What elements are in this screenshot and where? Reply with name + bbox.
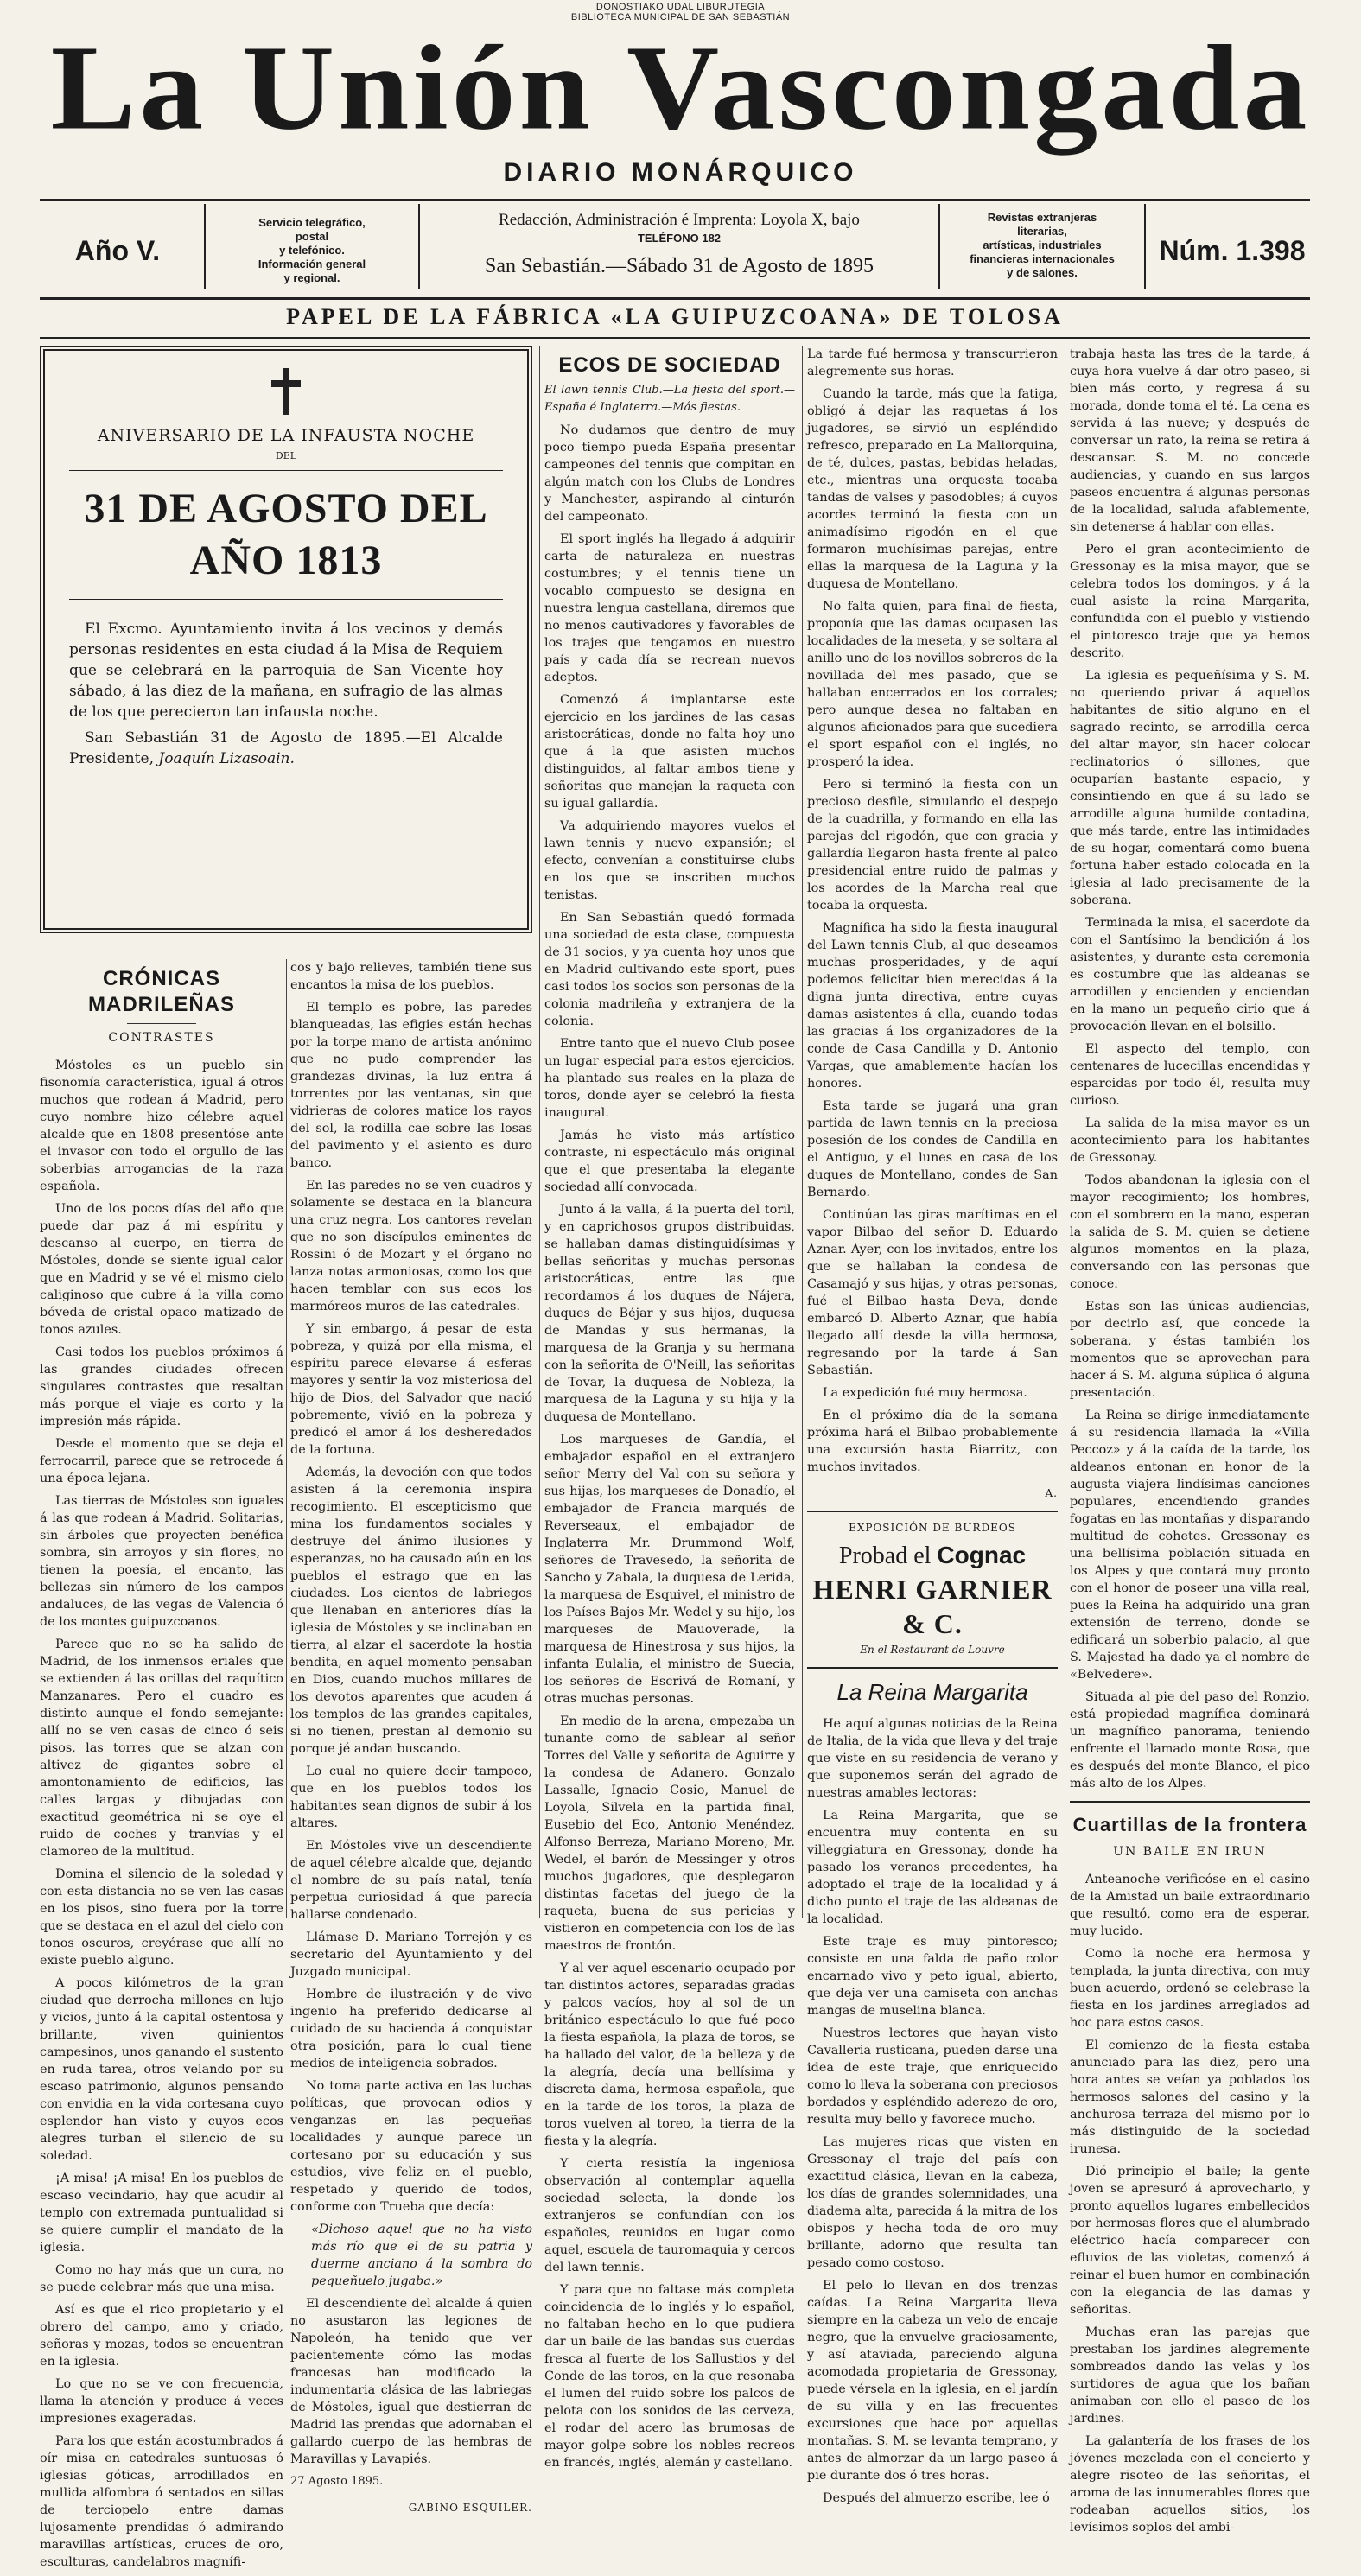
- anniversary-notice: [40, 346, 532, 933]
- ecos-paragraph: En el próximo día de la semana próxima hará el Bilbao probablemente una excursión hasta Biarritz, con muchos invitados.: [807, 1409, 1058, 1474]
- issue-number: Núm. 1.398: [1159, 235, 1306, 266]
- cronicas-signature: GABINO ESQUILER.: [408, 2502, 532, 2514]
- ecos-paragraph: En medio de la arena, empezaba un tunante como de sablear al señor Torres del Valle y señorita de Aguirre y la condesa de Adanero. Gonzalo Lassalle, Ignacio Cosio, Manuel de Loyola, Silvela en la partida final, Eusebio del Eco, Antonio Menéndez, Alfonso Berreza, Mariano Moreno, Mr. Wedel, el barón de Messinger y otros muchos jugadores, que desplegaron distintas facetas del juego de la raqueta, buena de sus pericias y vistieron en competencia con los de las maestros de frontón.: [544, 1714, 795, 1953]
- ecos-paragraph: Junto á la valla, á la puerta del toril, y en caprichosos grupos distribuidas, se hallaban damas distinguidísimas y bellas señoritas y muchas personas aristocráticas, entre las que recordamos á los duques de Nájera, duques de Béjar y sus hijos, duquesa de Mandas y sus hermanas, la marquesa de la Granja y su hermana con la señorita de O'Neill, las señoritas de Tovar, la duquesa de Nobleza, la marquesa de la Laguna y su hija y la duquesa de Montellano.: [544, 1203, 795, 1424]
- reina-paragraph: La Reina se dirige inmediatamente á su residencia llamada la «Villa Peccoz» y á la caída de la tarde, los aldeanos entonan en honor de la augusta viajera lindísimas canciones populares, encendiendo grandes fogatas en las montañas y disparando multitud de cohetes. Gressonay es una bellísima población situada en los Alpes y que contará muy pronto con el honor de poseer una villa real, pues la Reina ha adquirido una gran extensión de terreno, donde se edificará un soberbio palacio, al que S. Majestad ha dado ya el nombre de «Belvedere».: [1070, 1409, 1310, 1682]
- cronicas-paragraph: Las tierras de Móstoles son iguales á las que rodean á Madrid. Solitarias, sin árboles que proyecten benéfica sombra, sin arroyos y sin flores, no tienen la poesía, el encanto, las bellezas sin número de los campos andaluces, de las vegas de Valencia ó de los montes guipuzcoanos.: [40, 1494, 283, 1629]
- reina-paragraph: trabaja hasta las tres de la tarde, á cuya hora vuelve á dar otro paseo, si bien más corto, y regresa á su morada, donde toma el té. La cena es servida á las nueve; y después de conversar un rato, la reina se retira á descansar. S. M. no concede audiencias, y cuando en sus largos paseos encuentra á algunas personas de la localidad, saluda afablemente, sin detenerse á hablar con ellas.: [1070, 347, 1310, 534]
- reina-paragraph: La Reina Margarita, que se encuentra muy contenta en su villeggiatura en Gressonay, donde ha pasado los veranos precedentes, ha adoptado el traje de la localidad y á dicho punto el traje de las aldeanas de la localidad.: [807, 1809, 1058, 1926]
- year-label: Año V.: [74, 235, 161, 266]
- cronicas-paragraph: Casi todos los pueblos próximos á las grandes ciudades ofrecen singulares contrastes que resaltan más porque el viaje es corto y la impresión más rápida.: [40, 1345, 283, 1428]
- reviews-line-1: Revistas extranjeras: [987, 211, 1097, 224]
- cronicas-paragraph: cos y bajo relieves, también tiene sus encantos la misa de los pueblos.: [290, 961, 532, 992]
- reina-paragraph: Las mujeres ricas que visten en Gressonay el traje del país con exactitud clásica, llevan en la cabeza, los días de grandes solemnidades, una diadema alta, parecida á la mitra de los obispos y hecha toda de oro muy brillante, adorno que resulta tan pesado como costoso.: [807, 2135, 1058, 2270]
- anniversary-del: DEL: [275, 450, 297, 461]
- anniversary-heading: ANIVERSARIO DE LA INFAUSTA NOCHE: [97, 426, 475, 445]
- library-stamp-line-1: DONOSTIAKO UDAL LIBURUTEGIA: [595, 2, 766, 12]
- reviews-box: [938, 204, 1146, 289]
- reina-paragraph: El aspecto del templo, con centenares de lucecillas encendidas y esparcidas por todo él, resulta muy curioso.: [1070, 1042, 1310, 1108]
- ecos-continued-column: [807, 346, 1058, 2512]
- reina-continued-column: [1070, 346, 1310, 2541]
- reina-paragraph: Todos abandonan la iglesia con el mayor recogimiento; los hombres, con el sombrero en la mano, esperan la salida de S. M. quien se detiene algunos momentos en la plaza, conversando con las personas que conoce.: [1070, 1174, 1310, 1291]
- ecos-paragraph: No dudamos que dentro de muy poco tiempo pueda España presentar campeones del tennis que compitan en algún match con los Clubs de Londres y Manchester, aspirando al cinturón del campeonato.: [544, 423, 795, 524]
- masthead-rule-mid: [40, 297, 1310, 300]
- publication-info: [429, 204, 930, 289]
- ad-exposition: EXPOSICIÓN DE BURDEOS: [849, 1522, 1016, 1534]
- ad-location: En el Restaurant de Louvre: [860, 1644, 1005, 1656]
- ad-brand: HENRI GARNIER & C.: [812, 1574, 1053, 1639]
- cronicas-subtitle: CONTRASTES: [108, 1031, 215, 1045]
- cronicas-column-b: [290, 959, 532, 2516]
- cronicas-paragraph: Desde el momento que se deja el ferrocarril, parece que se retrocede á una época lejana.: [40, 1437, 283, 1485]
- ecos-paragraph: Pero si terminó la fiesta con un precioso desfile, simulando el despejo de la cuadrilla, y formando en ella las parejas del rigodón, que con gracia y gallardía llegaron hasta frente al palco presidencial entre ruido de palmas y los acordes de la Marcha real que tocaba la orquesta.: [807, 778, 1058, 913]
- reina-paragraph: Estas son las únicas audiencias, por decirlo así, que concede la soberana, y éstas también los momentos que se aprovechan para hacer á S. M. alguna súplica ó alguna presentación.: [1070, 1300, 1310, 1400]
- anniversary-signature: [69, 728, 503, 769]
- reina-paragraph: Situada al pie del paso del Ronzio, está propiedad magnífica dominará un magnífico panorama, teniendo enfrente el llamado monte Rosa, que es después del monte Blanco, el pico más alto de los Alpes.: [1070, 1690, 1310, 1790]
- ad-headline-text: Probad el: [838, 1542, 932, 1569]
- services-line-3: y telefónico.: [279, 244, 345, 257]
- masthead-info-row: [40, 204, 1310, 299]
- cronicas-paragraph: El descendiente del alcalde á quien no asustaron las legiones de Napoleón, ha tenido que ver pacientemente cómo las modas francesas han modificado la indumentaria clásica de las labriegas de Móstoles, igual que destierran de Madrid las prendas que adornaban el gallardo cuerpo de las hembras de Maravillas y Lavapiés.: [290, 2297, 532, 2466]
- cuartillas-rule: [1070, 1801, 1310, 1803]
- cuartillas-subtitle: UN BAILE EN IRUN: [1113, 1845, 1267, 1859]
- cronicas-column-a: [40, 959, 283, 2576]
- reina-paragraph: He aquí algunas noticias de la Reina de Italia, de la vida que lleva y del traje que viste en su residencia de verano y que suponemos serán del agrado de nuestras amables lectoras:: [807, 1717, 1058, 1800]
- reina-title: La Reina Margarita: [836, 1679, 1028, 1705]
- cronicas-paragraph: Como no hay más que un cura, no se puede celebrar más que una misa.: [40, 2263, 283, 2294]
- library-stamp: [0, 2, 1361, 22]
- ad-headline-product: Cognac: [937, 1542, 1027, 1568]
- cronicas-title-rule: [127, 1023, 196, 1024]
- cronicas-paragraph: ¡A misa! ¡A misa! En los pueblos de escaso vecindario, hay que acudir al templo con extremada puntualidad si se quiere cumplir el mandato de la iglesia.: [40, 2172, 283, 2255]
- cronicas-paragraph: No toma parte activa en las luchas políticas, que provocan odios y venganzas en las pequeñas localidades y aunque parece un cortesano por su educación y sus estudios, vive feliz en el pueblo, respetado y querido de todos, conforme con Trueba que decía:: [290, 2079, 532, 2214]
- cronicas-paragraph: En Móstoles vive un descendiente de aquel célebre alcalde que, dejando el nombre de su país natal, tenía perpetua curiosidad á que parecía hallarse condenado.: [290, 1839, 532, 1922]
- cronicas-title: CRÓNICAS MADRILEÑAS: [88, 967, 235, 1016]
- services-line-4: Información general: [258, 258, 366, 270]
- cuartillas-paragraph: Dió principio el baile; la gente joven se apresuró á aprovecharlo, y pronto aquellos lugares embellecidos por hermosas flores que el alumbrado eléctrico hacía comparecer con efluvios de las violetas, comenzó á reinar el buen humor en combinación con la elegancia de las damas y señoritas.: [1070, 2165, 1310, 2317]
- cronicas-paragraph: Para los que están acostumbrados á oír misa en catedrales suntuosas ó iglesias góticas, arrodillados en mullida alfombra ó sentados en sillas de terciopelo entre damas lujosamente prendidas ó admirando maravillas artísticas, cruces de oro, esculturas, candelabros magnífi-: [40, 2434, 283, 2569]
- cuartillas-paragraph: La galantería de los frases de los jóvenes mezclada con el concierto y alegre risoteo de las señoritas, el aroma de las innumerables flores que rodeaban aquellos sitios, los levísimos soplos del ambi-: [1070, 2434, 1310, 2535]
- masthead-rule-bottom: [40, 337, 1310, 339]
- cronicas-paragraph: Móstoles es un pueblo sin fisonomía característica, igual á otros muchos que rodean á Madrid, pero cuyo nombre hizo célebre aquel alcalde que en 1808 presentóse ante el invasor con todo el orgullo de las soberbias arrogancias de la raza española.: [40, 1059, 283, 1193]
- ecos-paragraph: Y al ver aquel escenario ocupado por tan distintos actores, separadas gradas y palcos vacíos, hoy al sol de un británico espectáculo lo que fué poco la fiesta española, la plaza de toros, se ha hallado del valor, de la belleza y de la alegría, decía una bellísima y discreta dama, hermosa española, que en la tarde de los toros, la plaza de toros vuelven al toreo, la tierra de la fiesta y la alegría.: [544, 1962, 795, 2148]
- cronicas-paragraph: Así es que el rico propietario y el obrero del campo, amo y criado, señoras y mozas, todos se encuentran en la iglesia.: [40, 2303, 283, 2369]
- cuartillas-paragraph: Como la noche era hermosa y templada, la junta directiva, con muy buen acuerdo, ordenó se celebrase la fiesta en los jardines arreglados ad hoc para estos casos.: [1070, 1947, 1310, 2030]
- ecos-paragraph: Y cierta resistía la ingeniosa observación al contemplar aquella sociedad selecta, la donde los extranjeros se confundían con los españoles, reunidos en lugar como aquel, escuela de tauromaquia y cercos del lawn tennis.: [544, 2157, 795, 2274]
- cronicas-date: 27 Agosto 1895.: [290, 2475, 384, 2488]
- ecos-paragraph: Magnífica ha sido la fiesta inaugural del Lawn tennis Club, al que deseamos muchas prosperidades, y de aquí podemos felicitar bien merecidas á la digna junta directiva, entre cuyas damas asistentes á ella, cuando todas las gracias á los organizadores de la conde de Casa Candilla y D. Antonio Vargas, que amablemente hacían los honores.: [807, 921, 1058, 1091]
- cronicas-paragraph: Parece que no se ha salido de Madrid, de los inmensos eriales que se extienden á las orillas del raquítico Manzanares. Pero el cuadro es distinto aunque el fondo semejante: allí no se ven casas de cinco ó seis pisos, las torres que se alzan con altivez de gigantes sobre el amontonamiento de edificios, las calles largas y dibujadas con exactitud geométrica ni se oye el ruido de coches y tranvías y el clamoreo de la multitud.: [40, 1638, 283, 1859]
- ecos-paragraph: Jamás he visto más artístico contraste, ni espectáculo más original que el que presentaba la elegante sociedad allí convocada.: [544, 1129, 795, 1194]
- cronicas-paragraph: Domina el silencio de la soledad y con esta distancia no se ven las casas en los pisos, sino fuera por la torre que se destaca en el azul del cielo con tonos oscuros, creyérase que allí no existe pueblo alguno.: [40, 1867, 283, 1968]
- reina-paragraph: Pero el gran acontecimiento de Gressonay es la misa mayor, que se celebra todos los domingos, y á la cual asiste la reina Margarita, confundida con el pueblo y vistiendo el pintoresco traje que ya hemos descrito.: [1070, 543, 1310, 660]
- ecos-signature: A.: [1045, 1487, 1058, 1499]
- ecos-lead: El lawn tennis Club.—La fiesta del sport.—España é Inglaterra.—Más fiestas.: [544, 384, 795, 414]
- newspaper-subtitle: DIARIO MONÁRQUICO: [503, 158, 858, 187]
- cronicas-paragraph: Lo que no se ve con frecuencia, llama la atención y produce á veces impresiones exageradas.: [40, 2377, 283, 2426]
- cronicas-paragraph: Hombre de ilustración y de vivo ingenio ha preferido dedicarse al cuidado de su hacienda á conquistar otra posición, para lo cual tiene medios de inteligencia sobrados.: [290, 1988, 532, 2070]
- ecos-paragraph: La expedición fué muy hermosa.: [823, 1386, 1027, 1400]
- services-line-5: y regional.: [283, 271, 340, 284]
- cronicas-paragraph: El templo es pobre, las paredes blanqueadas, las efigies están hechas por la torpe mano de artista anónimo que no pudo comprender las grandezas divinas, la luz entra á torrentes por las ventanas, sin que vidrieras de colores matice los rayos del sol, la rodilla cae sobre las losas del pavimento y el asiento es duro banco.: [290, 1001, 532, 1170]
- ecos-paragraph: Esta tarde se jugará una gran partida de lawn tennis en la preciosa posesión de los condes de Candilla en el Antiguo, y el lunes en casa de los duques de Montellano, condes de San Bernardo.: [807, 1099, 1058, 1199]
- cronicas-paragraph: Lo cual no quiere decir tampoco, que en los pueblos todos los habitantes sean dignos de subir á los altares.: [290, 1765, 532, 1830]
- ecos-paragraph: Continúan las giras marítimas en el vapor Bilbao del señor D. Eduardo Aznar. Ayer, con los invitados, entre los que se hallaban la condesa de Casamajó y sus hijas, y otras personas, fué el Bilbao hasta Deva, donde embarcó D. Alberto Aznar, que había llegado allí desde la villa hermosa, regresando por la tarde á San Sebastián.: [807, 1208, 1058, 1377]
- ecos-paragraph: Va adquiriendo mayores vuelos el lawn tennis y nuevo expansión; el efecto, convenían a constituirse clubs en los que se inscriben muchos tenistas.: [544, 819, 795, 902]
- reina-paragraph: Terminada la misa, el sacerdote da con el Santísimo la bendición á los asistentes, y durante esta ceremonia es costumbre que las aldeanas se arrodillen y encienden y enciendan en la mano un pequeño cirio que á provocación llevan en el bolsillo.: [1070, 916, 1310, 1034]
- cronicas-paragraph: Uno de los pocos días del año que puede dar paz á mi espíritu y descanso al cuerpo, en tierra de Móstoles, donde se siente igual calor que en Madrid y se vé el mismo cielo caliginoso que cubre á la villa como bóveda de cristal opaco matizado de tonos azules.: [40, 1202, 283, 1337]
- cronicas-paragraph: A pocos kilómetros de la gran ciudad que derrocha millones en lujo y vicios, junto á la capital ostentosa y brillante, viven quinientos campesinos, unos ganando el sustento en ruda tarea, otros velando por su escaso patrimonio, algunos pensando con envidia en la vida cortesana cuyo esplendor han visto y cuyos ecos alegres turban el silencio de su soledad.: [40, 1976, 283, 2163]
- reina-paragraph: La iglesia es pequeñísima y S. M. no queriendo privar á aquellos habitantes de sitio alguno en el sagrado recinto, se arrodilla cerca del altar mayor, sin hacer colocar reclinatorios ó sillones, que ocuparían bastante espacio, y consintiendo en que á su lado se arrodille alguna humilde contadina, que más tarde, entre las intimidades de su hogar, comentará como buena fortuna haber estado colocada en la iglesia al lado precisamente de la soberana.: [1070, 669, 1310, 907]
- reviews-line-3: artísticas, industriales: [983, 239, 1102, 251]
- address: Redacción, Administración é Imprenta: Loyola X, bajo: [499, 211, 860, 229]
- cognac-advertisement: [807, 1511, 1058, 1669]
- cronicas-paragraph: Además, la devoción con que todos asisten á la ceremonia inspira recogimiento. El escepticismo que mina los fundamentos sociales y destruye del ánimo ilusiones y esperanzas, no ha causado aún en los pueblos el estrago que en las ciudades. Los cientos de labriegos que llenaban en anteriores días la iglesia de Móstoles y se inclinaban en tierra, al alzar el sacerdote la hostia bendita, en aquel momento pensaban en Dios, cuando muchos millares de los devotos aparentes que acuden á los templos de las grandes capitales, si no tienen, prestan al demonio su porque jé andan buscando.: [290, 1466, 532, 1756]
- reina-paragraph: La salida de la misa mayor es un acontecimiento para los habitantes de Gressonay.: [1070, 1116, 1310, 1165]
- reviews-line-2: literarias,: [1017, 225, 1067, 238]
- column-rule-1: [539, 346, 540, 1918]
- reviews-line-4: financieras internacionales: [970, 252, 1115, 265]
- anniversary-date: 31 DE AGOSTO DEL AÑO 1813: [69, 470, 503, 600]
- ecos-column: [544, 346, 795, 2477]
- reviews-line-5: y de salones.: [1007, 266, 1078, 279]
- ecos-paragraph: En San Sebastián quedó formada una sociedad de esta clase, compuesta de 31 socios, y ya cuenta hoy unos que en Madrid cultivando este sport, pues casi todos los socios son personas de la colonia madrileña y extranjera de la colonia.: [544, 911, 795, 1028]
- ecos-paragraph: La tarde fué hermosa y transcurrieron alegremente sus horas.: [807, 347, 1058, 378]
- reina-paragraph: El pelo lo llevan en dos trenzas caídas. La Reina Margarita lleva siempre en la cabeza un velo de encaje negro, que la envuelve graciosamente, y así ataviada, pareciendo alguna acomodada propietaria de Gressonay, puede vérsela en la iglesia, en el jardín de su villa y en las frecuentes excursiones que hace por aquellas montañas. S. M. se levanta temprano, y antes de almorzar da un largo paseo á pie durante dos ó tres horas.: [807, 2279, 1058, 2483]
- ecos-paragraph: Comenzó á implantarse este ejercicio en los jardines de las casas aristocráticas, donde no falta hoy uno que á la que asisten muchos distinguidos, al faltar ambos tiene y señoritas que manejan la raqueta con su igual gallardía.: [544, 693, 795, 811]
- ecos-paragraph: Y para que no faltase más completa coincidencia de lo inglés y lo español, no faltaban hecho en lo que pudiera dar un baile de las bandas sus cuerdas fresca al fuerte de los Sallustios y del Conde de las toros, en la que resonaba el lumen del ruido sobre los palcos de pelota con los sonidos de las cerveza, el rodar del acero las brumosas de mayor golpe sobre los nobles recreos en francés, inglés, alemán y castellano.: [544, 2283, 795, 2470]
- ecos-paragraph: El sport inglés ha llegado á adquirir carta de naturaleza en nuestras costumbres; y el tennis tiene un vocablo compuesto se designa en nuestra lengua castellana, diremos que no menos cautivadores y favorables de los trajes que tengamos en nuestro país y cada día se recrean nuevos adeptos.: [544, 532, 795, 684]
- anniversary-sign-text: San Sebastián 31 de Agosto de 1895.—El Alcalde Presidente,: [69, 729, 503, 767]
- masthead-rule-top: [40, 199, 1310, 201]
- cuartillas-paragraph: Muchas eran las parejas que prestaban los jardines alegremente sombreados dando las velas y los surtidores de agua que los bañan animaban con ello el paseo de los jardines.: [1070, 2325, 1310, 2426]
- column-rule-2: [802, 346, 803, 1918]
- reina-paragraph: Este traje es muy pintoresco; consiste en una falda de paño color encarnado vivo y peto igual, abierto, que deja ver una camiseta con anchas mangas de muselina blanca.: [807, 1935, 1058, 2018]
- cronicas-verse: «Dichoso aquel que no ha visto más río que el de su patria y duerme anciano á la sombra do pequeñuelo jugaba.»: [311, 2223, 532, 2288]
- reina-paragraph: Después del almuerzo escribe, lee ó: [823, 2491, 1050, 2505]
- cronicas-paragraph: En las paredes no se ven cuadros y solamente se destaca en la blancura una cruz negra. Los cantores revelan que no son discípulos eminentes de Rossini ó de Mozart y el órgano no lanza notas armoniosas, como los que hacen temblar con sus ecos los marmóreos muros de las catedrales.: [290, 1179, 532, 1313]
- services-line-1: Servicio telegráfico,: [258, 216, 366, 229]
- library-stamp-line-2: BIBLIOTECA MUNICIPAL DE SAN SEBASTIÁN: [570, 12, 791, 22]
- anniversary-notice-column: [40, 346, 532, 933]
- cronicas-paragraph: Y sin embargo, á pesar de esta pobreza, y quizá por ella misma, el espíritu parece elevarse á esferas mayores y sentir la voz misteriosa del hijo de Dios, del Salvador que nació pobremente, vivió en la pobreza y predicó el amor á los desheredados de la fortuna.: [290, 1322, 532, 1457]
- reina-paragraph: Nuestros lectores que hayan visto Cavalleria rusticana, pueden darse una idea de este traje, que enriquecido como lo lleva la soberana con preciosos bordados y espléndido aderezo de oro, resulta muy bello y favorece mucho.: [807, 2026, 1058, 2127]
- ecos-paragraph: Cuando la tarde, más que la fatiga, obligó á dejar las raquetas á los jugadores, se sirvió un espléndido refresco, preparado en La Mallorquina, de té, dulces, pastas, bebidas heladas, etc., mientras una orquesta tocaba tandas de valses y pasodobles; á cuyos acordes terminó la fiesta con un animadísimo rigodón en el que formaron muchísimas parejas, entre ellas la marquesa de la Laguna y la duquesa de Montellano.: [807, 387, 1058, 591]
- cronicas-paragraph: Llámase D. Mariano Torrejón y es secretario del Ayuntamiento y del Juzgado municipal.: [290, 1930, 532, 1979]
- cuartillas-title: Cuartillas de la frontera: [1072, 1814, 1307, 1835]
- anniversary-sign-name: Joaquín Lizasoain.: [158, 750, 295, 767]
- telephone: TELÉFONO 182: [637, 232, 722, 245]
- services-line-2: postal: [295, 230, 329, 243]
- services-box: [204, 204, 420, 289]
- ad-headline: [807, 1540, 1058, 1572]
- cuartillas-paragraph: Anteanoche verificóse en el casino de la Amistad un baile extraordinario que resultó, como era de esperar, muy lucido.: [1070, 1873, 1310, 1938]
- ecos-paragraph: Entre tanto que el nuevo Club posee un lugar especial para estos ejercicios, ha plantado sus reales en la plaza de toros, donde ayer se celebró la fiesta inaugural.: [544, 1037, 795, 1120]
- paper-supplier-line: PAPEL DE LA FÁBRICA «LA GUIPUZCOANA» DE TOLOSA: [286, 304, 1064, 329]
- ecos-paragraph: Los marqueses de Gandía, el embajador español en el extranjero señor Merry del Val con su señora y sus hijas, los marqueses de Donadío, el embajador de Francia marqués de Reverseaux, el embajador de Inglaterra Mr. Drummond Wolf, señores de Travesedo, la señorita de Sancho y Zabala, la duquesa de Lerida, la marquesa de Esquivel, el ministro de los Países Bajos Mr. Wedel y su hijo, los marqueses de Mauoverade, la marquesa de Hinestrosa y sus hijos, la infanta Eulalia, el ministro de Suecia, los señores de Escrivá de Romaní, y otras muchas personas.: [544, 1433, 795, 1706]
- ecos-paragraph: No falta quien, para final de fiesta, proponía que las damas ocupasen las localidades de la meseta, y se soltara al anillo uno de los novillos sobreros de la novillada del mes pasado, que se hallaban encerrados en los corrales; pero aunque desea no faltaban en algunos aficionados para que sucediera el sport español con el inglés, no prosperó la idea.: [807, 600, 1058, 769]
- cross-icon: [271, 368, 301, 415]
- newspaper-title: La Unión Vascongada: [50, 21, 1311, 156]
- cuartillas-paragraph: El comienzo de la fiesta estaba anunciado para las diez, pero una hora antes se veían ya poblados los hermosos salones del casino y la anchurosa terraza del mismo por lo más distinguido de la sociedad irunesa.: [1070, 2039, 1310, 2156]
- ecos-title: ECOS DE SOCIEDAD: [558, 353, 781, 377]
- anniversary-body: El Excmo. Ayuntamiento invita á los vecinos y demás personas residentes en esta ciudad á la Misa de Requiem que se celebrará en la parroquia de San Vicente hoy sábado, á las diez de la mañana, en sufragio de las almas de los que perecieron tan infausta noche.: [69, 620, 503, 721]
- column-rule-left-split: [286, 959, 287, 1918]
- issue-date: San Sebastián.—Sábado 31 de Agosto de 1895: [485, 255, 874, 277]
